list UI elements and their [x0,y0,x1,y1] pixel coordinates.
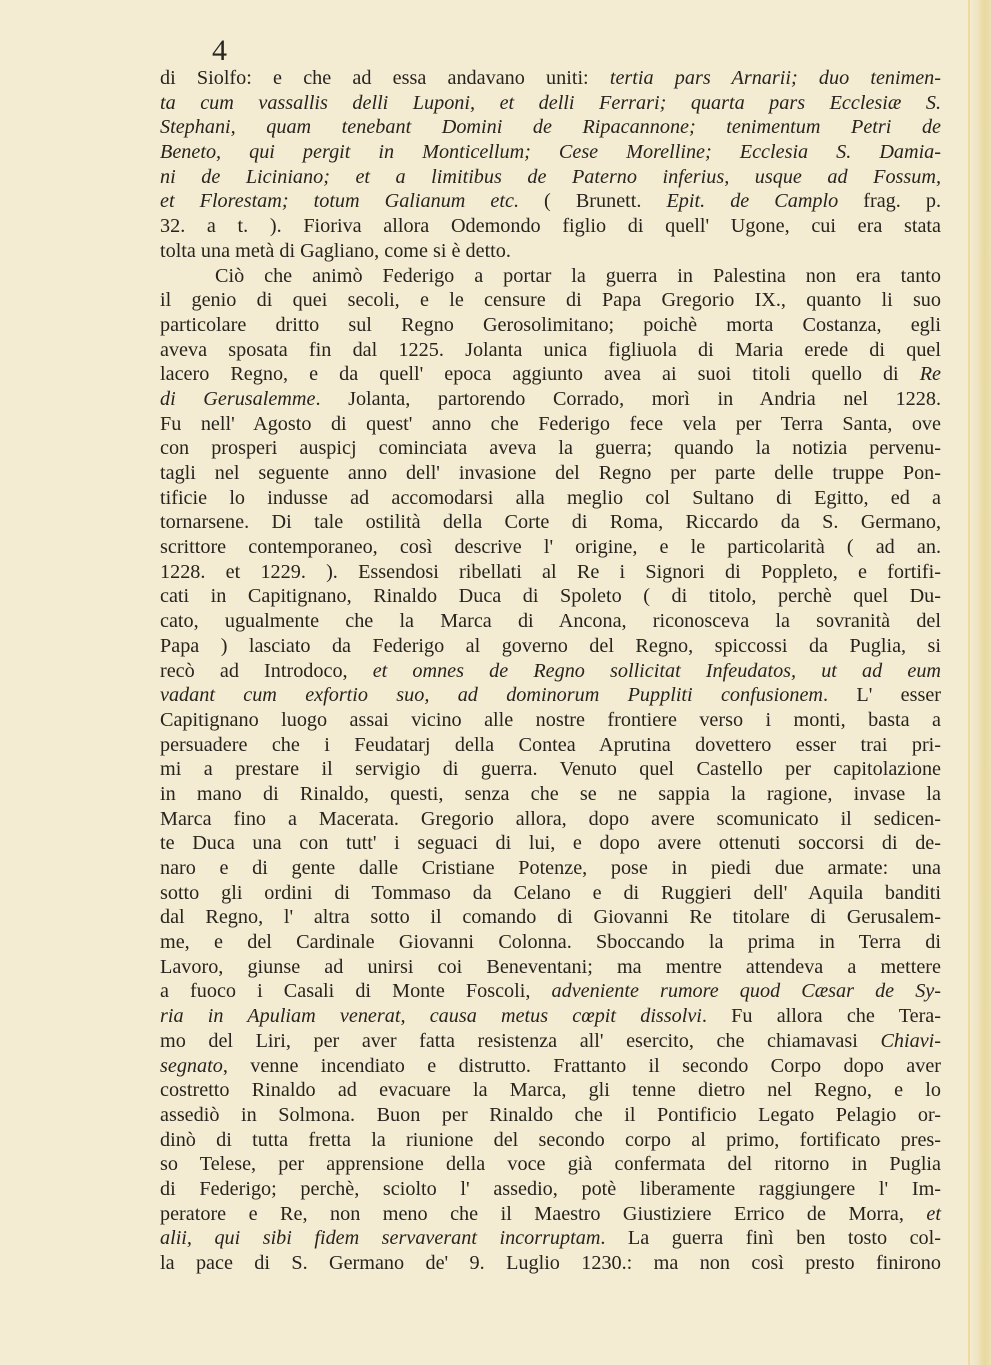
text-line [160,140,941,165]
text-line [160,708,941,733]
text-line [160,66,941,91]
text-run: . L' esser [823,684,942,707]
italic-text: et omnes de Regno sollicitat Infeudatos, ut ad eum [372,659,941,682]
text-run: Ciò che animò Federigo a portar la guerra in Palestina non era tanto [215,264,941,287]
text-run: naro e di gente dalle Cristiane Potenze, pose in piedi due armate: una [160,857,941,879]
text-run: in mano di Rinaldo, questi, senza che se ne sappia la ragione, invase la [160,782,941,805]
italic-text: Re [919,363,941,386]
text-line [160,955,941,980]
text-line [160,1054,941,1079]
text-line [160,659,941,684]
text-line [160,189,941,214]
text-line [160,807,941,832]
text-line [160,1177,941,1202]
text-run: Marca fino a Macerata. Gregorio allora, dopo avere scomunicato il sedicen- [160,807,941,830]
text-run: mo del Liri, per aver fatta resistenza all' esercito, che chiamavasi [160,1029,881,1052]
text-run: sotto gli ordini di Tommaso da Celano e di Ruggieri dell' Aquila banditi [160,881,941,904]
text-line [160,1152,941,1177]
text-run: particolare dritto sul Regno Gerosolimitano; poichè morta Costanza, egli [160,313,941,336]
text-line [160,1226,941,1251]
text-line [160,412,941,437]
text-run: a fuoco i Casali di Monte Foscoli, [160,980,552,1003]
text-line [160,560,941,585]
text-line [160,486,941,511]
text-run: frag. p. [838,190,942,213]
text-line [160,1004,941,1029]
text-run: assediò in Solmona. Buon per Rinaldo che il Pontificio Legato Pelagio or- [160,1103,941,1126]
text-line [160,856,941,881]
text-line [160,387,941,412]
text-run: recò ad Introdoco, [160,659,373,682]
text-line [160,683,941,708]
text-run: 32. a t. ). Fioriva allora Odemondo figlio di quell' Ugone, cui era stata [160,215,941,238]
text-line [160,1202,941,1227]
text-run: cati in Capitignano, Rinaldo Duca di Spoleto ( di titolo, perchè quel Du- [160,585,941,608]
text-line [160,979,941,1004]
text-line [160,782,941,807]
text-line [160,461,941,486]
text-run: Fu nell' Agosto di quest' anno che Federigo fece vela per Terra Santa, ove [160,412,941,435]
text-run: tolta una metà di Gagliano, come si è detto. [160,239,511,262]
italic-text: ta cum vassallis delli Luponi, et delli Ferrari; quarta pars Ecclesiæ S. [160,91,941,114]
italic-text: ria in Apuliam venerat, causa metus cœpit dissolvi [160,1005,702,1028]
text-run: tagli nel seguente anno dell' invasione del Regno per parte delle truppe Pon- [160,462,941,484]
text-line [160,584,941,609]
text-line [160,91,941,116]
text-run: ( Brunett. [519,190,667,213]
text-line [160,881,941,906]
text-line [160,264,941,289]
italic-text: alii, qui sibi fidem servaverant incorruptam [160,1227,601,1250]
text-line [160,436,941,461]
text-run: . La guerra finì ben tosto col- [600,1227,941,1250]
italic-text: Chiavi- [880,1029,941,1052]
text-run: il genio di quei secoli, e le censure di Papa Gregorio IX., quanto li suo [160,289,941,312]
text-line [160,239,941,264]
page-edge-shadow [970,0,991,1365]
text-run: lacero Regno, e da quell' epoca aggiunto avea ai suoi titoli quello di [160,363,920,386]
text-line [160,214,941,239]
text-run: con prosperi auspicj cominciata aveva la guerra; quando la notizia pervenu- [160,437,941,460]
italic-text: Epit. de Camplo [666,190,839,213]
text-run: di Siolfo: e che ad essa andavano uniti: [160,67,610,89]
text-line [160,930,941,955]
text-line [160,831,941,856]
text-run: so Telese, per apprensione della voce già confermata del ritorno in Puglia [160,1153,941,1176]
text-line [160,115,941,140]
text-line [160,905,941,930]
text-line [160,1103,941,1128]
text-run: mi a prestare il servigio di guerra. Venuto quel Castello per capitolazione [160,758,941,781]
italic-text: Beneto, qui pergit in Monticellum; Cese Morelline; Ecclesia S. Damia- [160,141,941,164]
italic-text: et [926,1202,941,1225]
text-run: me, e del Cardinale Giovanni Colonna. Sboccando la prima in Terra di [160,931,941,954]
text-line [160,535,941,560]
text-run: costretto Rinaldo ad evacuare la Marca, gli tenne dietro nel Regno, e lo [160,1079,941,1102]
text-line [160,288,941,313]
text-line [160,165,941,190]
body-text [160,66,941,1276]
text-line [160,757,941,782]
italic-text: di Gerusalemme [160,387,316,410]
text-run: persuadere che i Feudatarj della Contea Aprutina dovettero esser trai pri- [160,733,941,756]
italic-text: Stephani, quam tenebant Domini de Ripacannone; tenimentum Petri de [160,116,941,139]
text-run: dal Regno, l' altra sotto il comando di Giovanni Re titolare di Gerusalem- [160,906,941,929]
italic-text: et Florestam; totum Galianum etc. [160,190,520,213]
text-line [160,1251,941,1276]
text-run: . Jolanta, partorendo Corrado, morì in Andria nel 1228. [315,387,942,410]
text-line [160,1029,941,1054]
text-run: Papa ) lasciato da Federigo al governo del Regno, spiccossi da Puglia, si [160,634,941,657]
italic-text: vadant cum exfortio suo, ad dominorum Puppliti confusionem [160,684,824,707]
text-line [160,609,941,634]
italic-text: tertia pars Arnarii; duo tenimen- [609,67,941,89]
text-run: 1228. et 1229. ). Essendosi ribellati al Re i Signori di Poppleto, e fortifi- [160,560,941,583]
text-run: , venne incendiato e distrutto. Frattanto il secondo Corpo dopo aver [222,1054,941,1077]
text-line [160,362,941,387]
text-line [160,313,941,338]
text-run: Capitignano luogo assai vicino alle nostre frontiere verso i monti, basta a [160,708,941,731]
text-run: aveva sposata fin dal 1225. Jolanta unica figliuola di Maria erede di quel [160,338,941,361]
text-line [160,1078,941,1103]
text-line [160,733,941,758]
text-run: tornarsene. Di tale ostilità della Corte di Roma, Riccardo da S. Germano, [160,511,941,534]
text-run: cato, ugualmente che la Marca di Ancona, riconosceva la sovranità del [160,610,941,633]
text-line [160,510,941,535]
text-run: Lavoro, giunse ad unirsi coi Beneventani; ma mentre attendeva a mettere [160,955,941,978]
text-run: di Federigo; perchè, sciolto l' assedio, potè liberamente raggiungere l' Im- [160,1177,941,1200]
page-number: 4 [212,34,227,67]
text-run: peratore e Re, non meno che il Maestro Giustiziere Errico de Morra, [160,1202,927,1225]
italic-text: ni de Liciniano; et a limitibus de Paterno inferius, usque ad Fossum, [160,165,941,188]
text-run: . Fu allora che Tera- [701,1005,941,1028]
italic-text: segnato [160,1054,223,1077]
italic-text: adveniente rumore quod Cæsar de Sy- [551,980,941,1003]
text-run: te Duca una con tutt' i seguaci di lui, e dopo avere ottenuti soccorsi di de- [160,832,941,855]
text-run: dinò di tutta fretta la riunione del secondo corpo al primo, fortificato pres- [160,1128,941,1151]
text-line [160,338,941,363]
text-line [160,1128,941,1153]
text-run: la pace di S. Germano de' 9. Luglio 1230.: ma non così presto finirono [160,1252,941,1274]
text-run: tificie lo indusse ad accomodarsi alla meglio col Sultano di Egitto, ed a [160,486,941,509]
text-line [160,634,941,659]
text-run: scrittore contemporaneo, così descrive l' origine, e le particolarità ( ad an. [160,536,941,559]
